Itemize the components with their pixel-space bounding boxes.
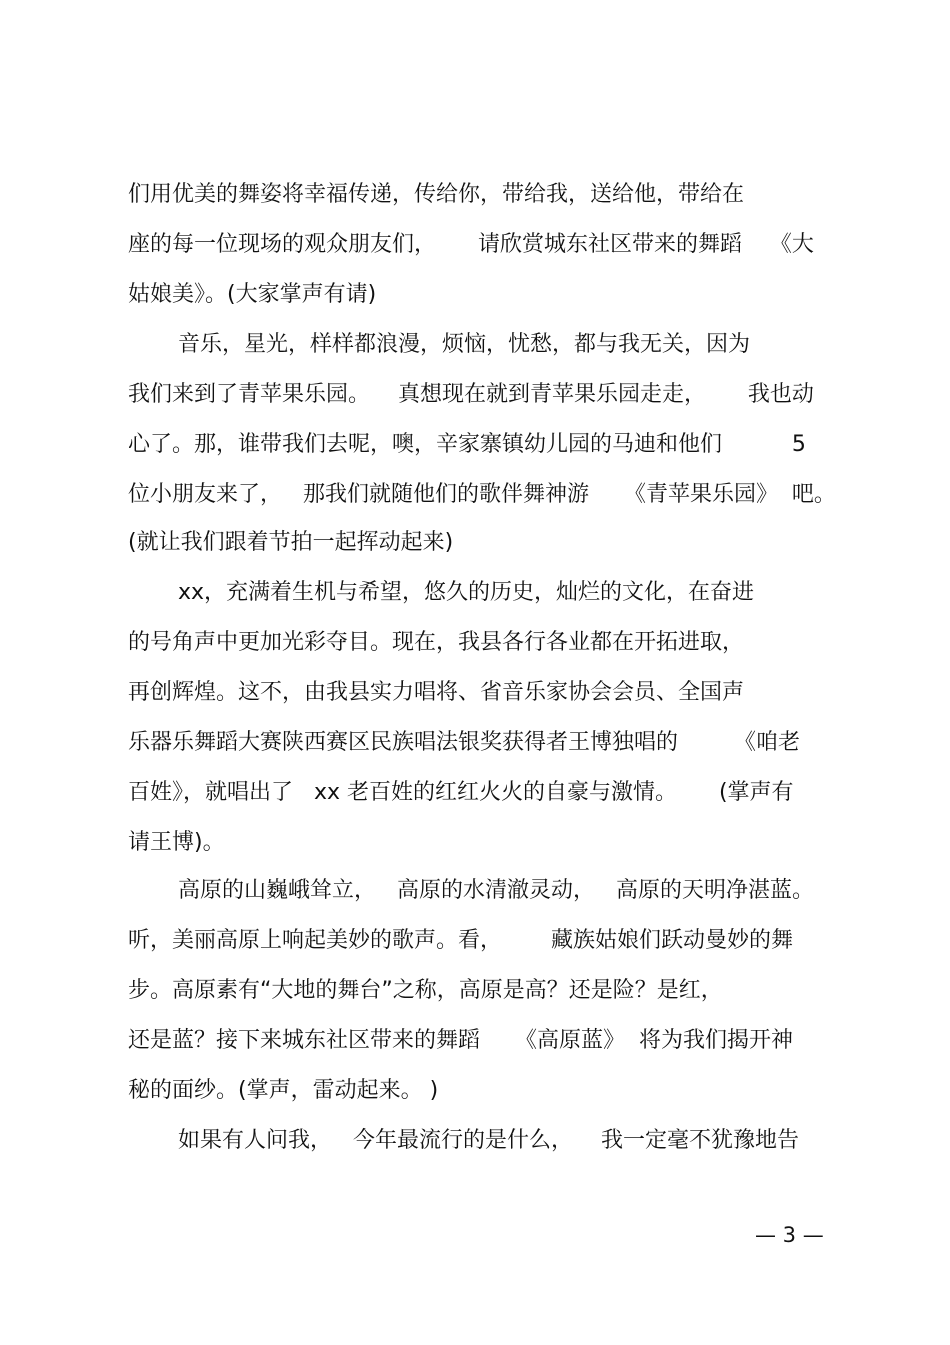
page-number: — 3 —: [755, 1223, 824, 1247]
text-line: 座的每一位现场的观众朋友们， 请欣赏城东社区带来的舞蹈 《大: [128, 232, 814, 257]
text-line: 的号角声中更加光彩夺目。现在，我县各行各业都在开拓进取，: [128, 630, 745, 655]
text-line: 音乐，星光，样样都浪漫，烦恼，忧愁，都与我无关，因为: [178, 332, 751, 357]
text-line: 秘的面纱。(掌声，雷动起来。 ): [128, 1078, 439, 1103]
text-line: 再创辉煌。这不，由我县实力唱将、省音乐家协会会员、全国声: [128, 680, 745, 705]
text-line: 们用优美的舞姿将幸福传递，传给你，带给我，送给他，带给在: [128, 182, 745, 207]
text-line: 百姓》，就唱出了 xx 老百姓的红红火火的自豪与激情。 (掌声有: [128, 780, 794, 805]
text-line: 位小朋友来了， 那我们就随他们的歌伴舞神游 《青苹果乐园》 吧。: [128, 482, 836, 507]
text-line: 请王博)。: [128, 830, 225, 855]
text-line: (就让我们跟着节拍一起挥动起来): [128, 530, 454, 555]
text-line: 高原的山巍峨耸立， 高原的水清澈灵动， 高原的天明净湛蓝。: [178, 878, 814, 903]
text-line: 我们来到了青苹果乐园。 真想现在就到青苹果乐园走走， 我也动: [128, 382, 814, 407]
text-line: xx，充满着生机与希望，悠久的历史，灿烂的文化，在奋进: [178, 580, 755, 605]
text-line: 姑娘美》。(大家掌声有请): [128, 282, 377, 307]
text-line: 乐器乐舞蹈大赛陕西赛区民族唱法银奖获得者王博独唱的 《咱老: [128, 730, 800, 755]
text-line: 心了。那，谁带我们去呢，噢，辛家寨镇幼儿园的马迪和他们 5: [128, 432, 806, 457]
text-line: 步。高原素有“大地的舞台”之称，高原是高？还是险？是红，: [128, 978, 723, 1003]
text-line: 还是蓝？接下来城东社区带来的舞蹈 《高原蓝》 将为我们揭开神: [128, 1028, 793, 1053]
text-line: 听，美丽高原上响起美妙的歌声。看， 藏族姑娘们跃动曼妙的舞: [128, 928, 793, 953]
text-line: 如果有人问我， 今年最流行的是什么， 我一定毫不犹豫地告: [178, 1128, 799, 1153]
